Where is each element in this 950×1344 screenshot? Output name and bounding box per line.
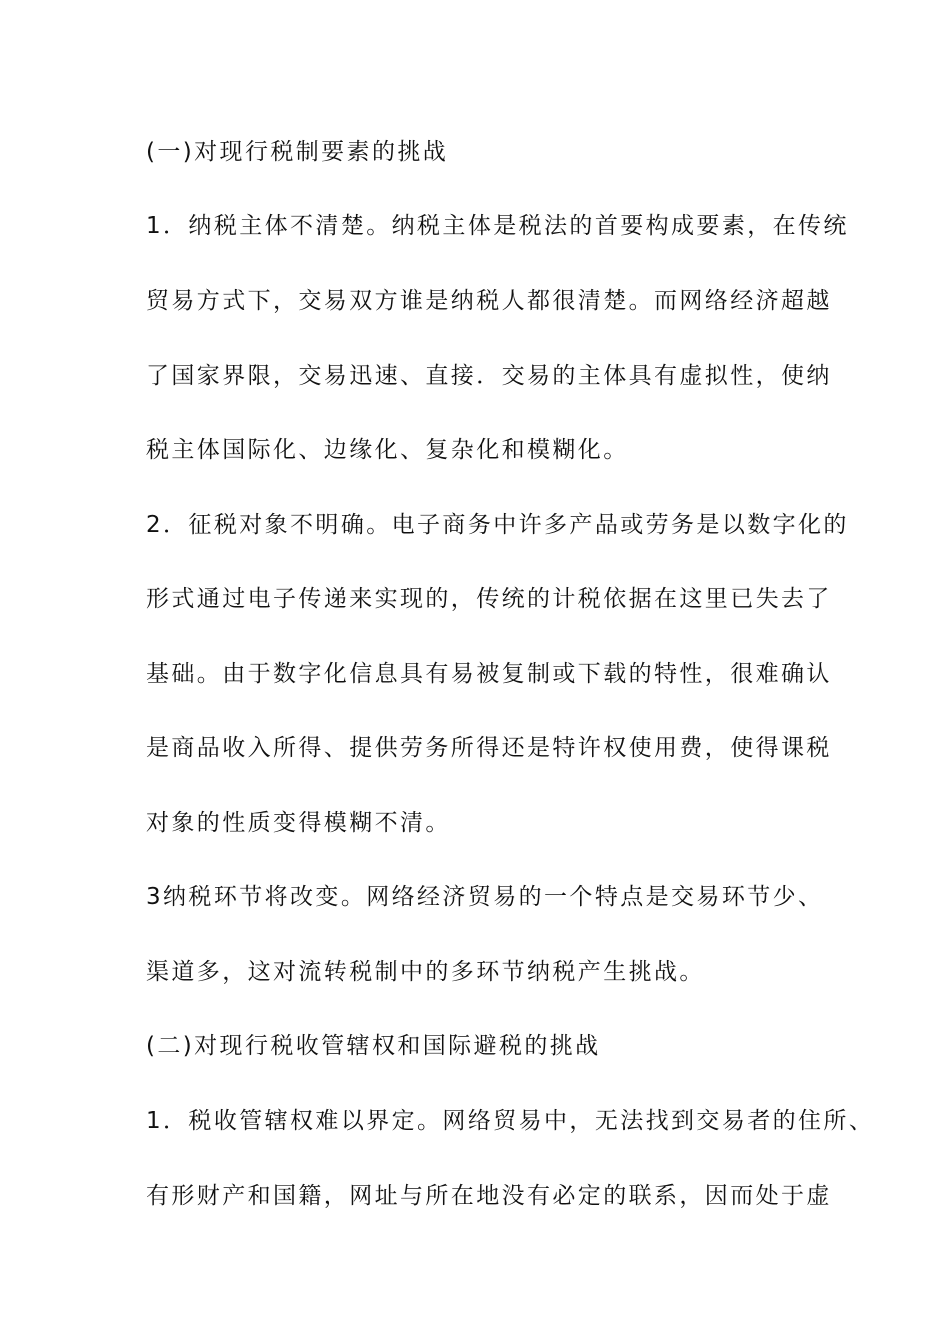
section-heading-2: (二)对现行税收管辖权和国际避税的挑战 [146,1033,601,1059]
paragraph-line: 有形财产和国籍，网址与所在地没有必定的联系，因而处于虚 [146,1183,832,1209]
paragraph-line: 是商品收入所得、提供劳务所得还是特许权使用费，使得课税 [146,735,832,761]
paragraph-line: 渠道多，这对流转税制中的多环节纳税产生挑战。 [146,959,705,985]
paragraph-line: 1．税收管辖权难以界定。网络贸易中，无法找到交易者的住所、 [146,1108,875,1134]
paragraph-line: 1．纳税主体不清楚。纳税主体是税法的首要构成要素，在传统 [146,213,849,239]
paragraph-line: 税主体国际化、边缘化、复杂化和模糊化。 [146,437,629,463]
paragraph-line: 贸易方式下，交易双方谁是纳税人都很清楚。而网络经济超越 [146,288,832,314]
paragraph-line: 对象的性质变得模糊不清。 [146,810,451,836]
paragraph-line: 3纳税环节将改变。网络经济贸易的一个特点是交易环节少、 [146,884,824,910]
section-heading-1: (一)对现行税制要素的挑战 [146,139,449,165]
paragraph-line: 了国家界限，交易迅速、直接．交易的主体具有虚拟性，使纳 [146,363,832,389]
paragraph-line: 基础。由于数字化信息具有易被复制或下载的特性，很难确认 [146,661,832,687]
paragraph-line: 形式通过电子传递来实现的，传统的计税依据在这里已失去了 [146,586,832,612]
paragraph-line: 2．征税对象不明确。电子商务中许多产品或劳务是以数字化的 [146,512,849,538]
